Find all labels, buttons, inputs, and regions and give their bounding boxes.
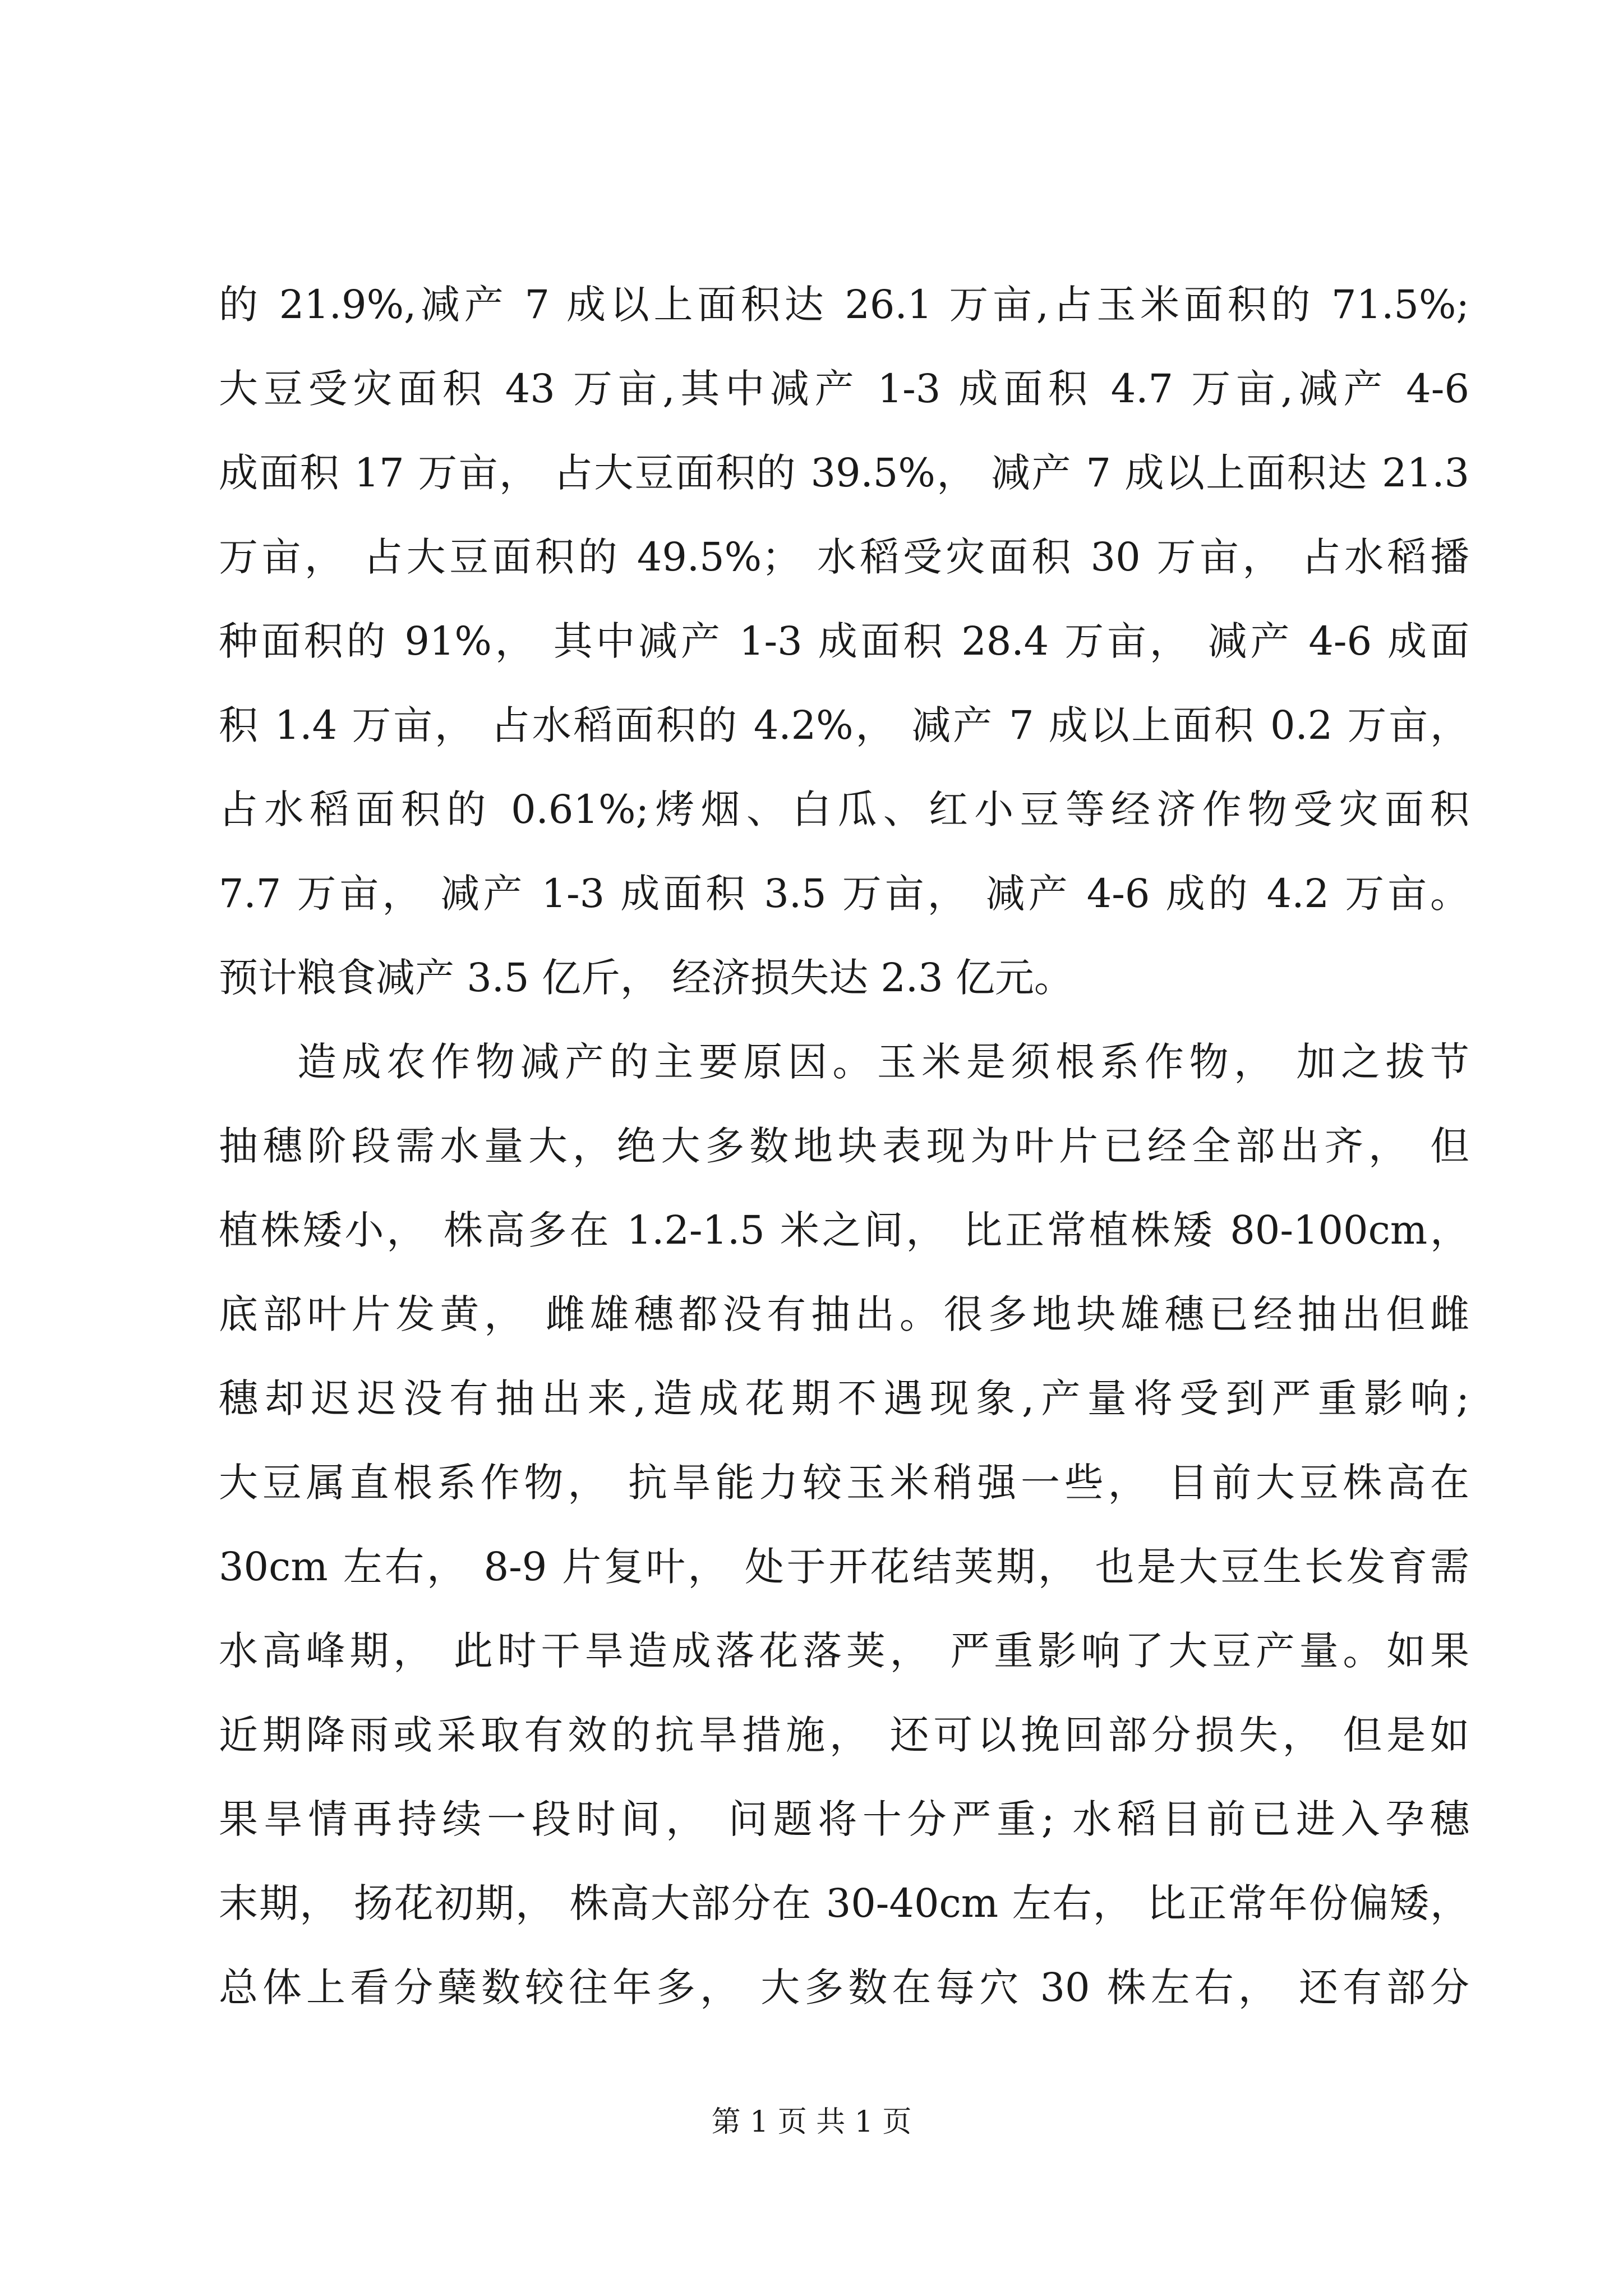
text-line: 造成农作物减产的主要原因。玉米是须根系作物， 加之拔节 bbox=[297, 1039, 1469, 1085]
page-number-label: 第 1 页 共 1 页 bbox=[711, 2105, 912, 2139]
text-line: 预计粮食减产 3.5 亿斤， 经济损失达 2.3 亿元。 bbox=[219, 955, 1073, 1001]
text-line: 30cm 左右， 8-9 片复叶， 处于开花结荚期， 也是大豆生长发育需 bbox=[219, 1544, 1469, 1590]
text-line: 成面积 17 万亩， 占大豆面积的 39.5%， 减产 7 成以上面积达 21.3 bbox=[219, 450, 1469, 496]
text-line: 种面积的 91%， 其中减产 1-3 成面积 28.4 万亩， 减产 4-6 成面 bbox=[219, 618, 1469, 664]
page-footer bbox=[0, 2102, 1623, 2142]
text-line: 总体上看分蘖数较往年多， 大多数在每穴 30 株左右， 还有部分 bbox=[219, 1964, 1469, 2010]
text-line: 底部叶片发黄， 雌雄穗都没有抽出。很多地块雄穗已经抽出但雌 bbox=[219, 1291, 1469, 1337]
text-line: 穗却迟迟没有抽出来,造成花期不遇现象,产量将受到严重影响; bbox=[219, 1375, 1469, 1421]
text-line: 果旱情再持续一段时间， 问题将十分严重; 水稻目前已进入孕穗 bbox=[219, 1796, 1469, 1842]
text-line: 大豆属直根系作物， 抗旱能力较玉米稍强一些， 目前大豆株高在 bbox=[219, 1460, 1469, 1506]
text-line: 万亩， 占大豆面积的 49.5%； 水稻受灾面积 30 万亩， 占水稻播 bbox=[219, 534, 1469, 580]
text-line: 的 21.9%,减产 7 成以上面积达 26.1 万亩,占玉米面积的 71.5%; bbox=[219, 282, 1469, 328]
text-line: 近期降雨或采取有效的抗旱措施， 还可以挽回部分损失， 但是如 bbox=[219, 1712, 1469, 1758]
text-line: 7.7 万亩， 减产 1-3 成面积 3.5 万亩， 减产 4-6 成的 4.2 万亩。 bbox=[219, 871, 1469, 917]
text-line: 水高峰期， 此时干旱造成落花落荚， 严重影响了大豆产量。如果 bbox=[219, 1628, 1469, 1674]
document-body bbox=[219, 263, 1469, 2030]
text-line: 占水稻面积的 0.61%;烤烟、白瓜、红小豆等经济作物受灾面积 bbox=[219, 786, 1469, 832]
text-line: 抽穗阶段需水量大，绝大多数地块表现为叶片已经全部出齐， 但 bbox=[219, 1123, 1469, 1169]
text-line: 大豆受灾面积 43 万亩,其中减产 1-3 成面积 4.7 万亩,减产 4-6 bbox=[219, 366, 1469, 412]
text-line: 末期， 扬花初期， 株高大部分在 30-40cm 左右， 比正常年份偏矮， bbox=[219, 1880, 1469, 1926]
text-line: 植株矮小， 株高多在 1.2-1.5 米之间， 比正常植株矮 80-100cm， bbox=[219, 1207, 1469, 1253]
text-line: 积 1.4 万亩， 占水稻面积的 4.2%， 减产 7 成以上面积 0.2 万亩， bbox=[219, 702, 1469, 748]
